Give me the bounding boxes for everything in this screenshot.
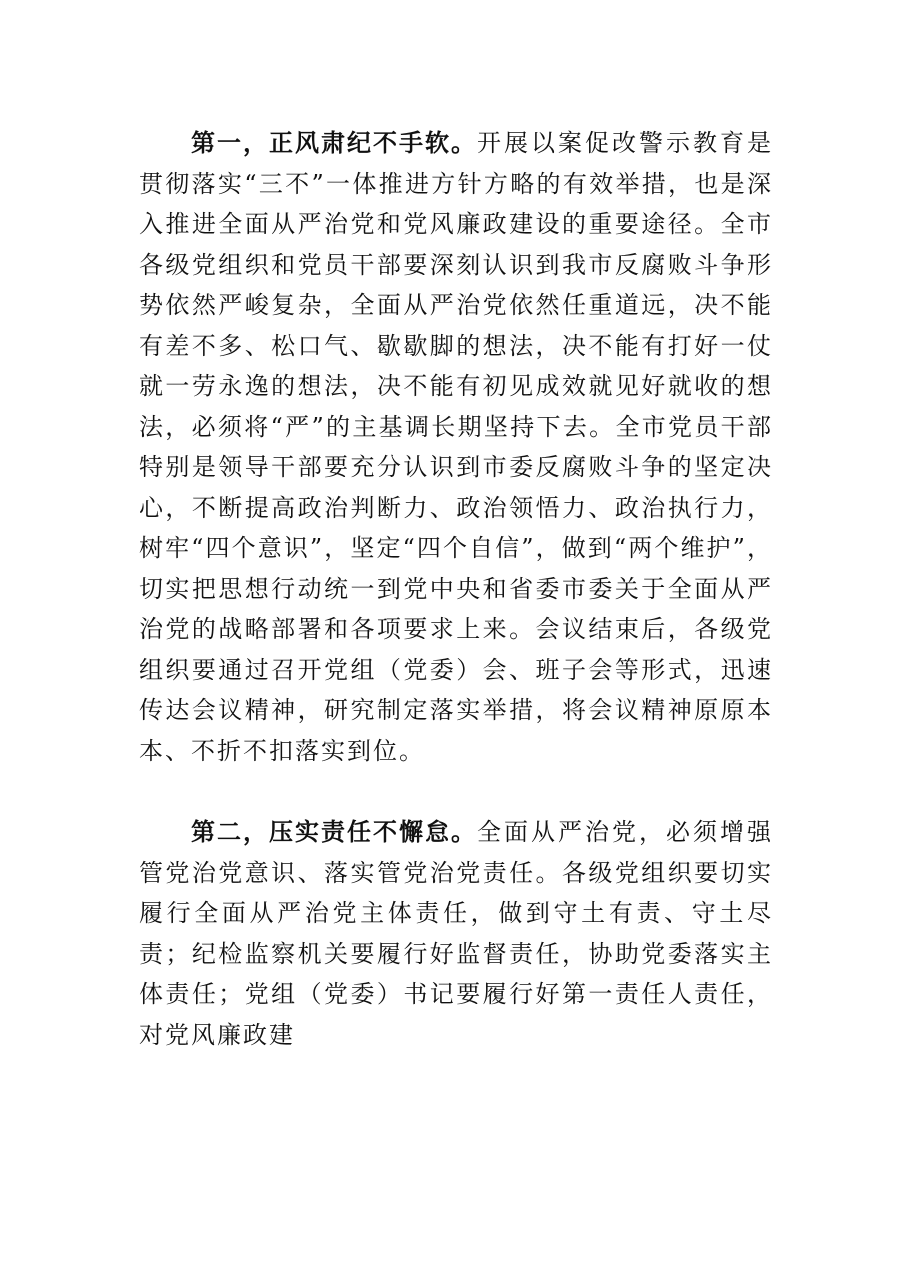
paragraph-2 xyxy=(139,812,773,1055)
paragraph-1-text: 开展以案促改警示教育是贯彻落实“三不”一体推进方针方略的有效举措，也是深入推进全面从严治党和党风廉政建设的重要途径。全市各级党组织和党员干部要深刻认识到我市反腐败斗争形势依然严峻复杂，全面从严治党依然任重道远，决不能有差不多、松口气、歇歇脚的想法，决不能有打好一仗就一劳永逸的想法，决不能有初见成效就见好就收的想法，必须将“严”的主基调长期坚持下去。全市党员干部特别是领导干部要充分认识到市委反腐败斗争的坚定决心，不断提高政治判断力、政治领悟力、政治执行力，树牢“四个意识”，坚定“四个自信”，做到“两个维护”，切实把思想行动统一到党中央和省委市委关于全面从严治党的战略部署和各项要求上来。会议结束后，各级党组织要通过召开党组（党委）会、班子会等形式，迅速传达会议精神，研究制定落实举措，将会议精神原原本本、不折不扣落实到位。 xyxy=(139,129,773,765)
paragraph-2-lead: 第二，压实责任不懈怠。 xyxy=(191,818,477,846)
paragraph-1 xyxy=(139,123,773,771)
paragraph-2-text: 全面从严治党，必须增强管党治党意识、落实管党治党责任。各级党组织要切实履行全面从严治党主体责任，做到守土有责、守土尽责；纪检监察机关要履行好监督责任，协助党委落实主体责任；党组（党委）书记要履行好第一责任人责任，对党风廉政建 xyxy=(139,818,773,1049)
document-body xyxy=(139,123,773,1055)
paragraph-1-lead: 第一，正风肃纪不手软。 xyxy=(191,129,477,157)
